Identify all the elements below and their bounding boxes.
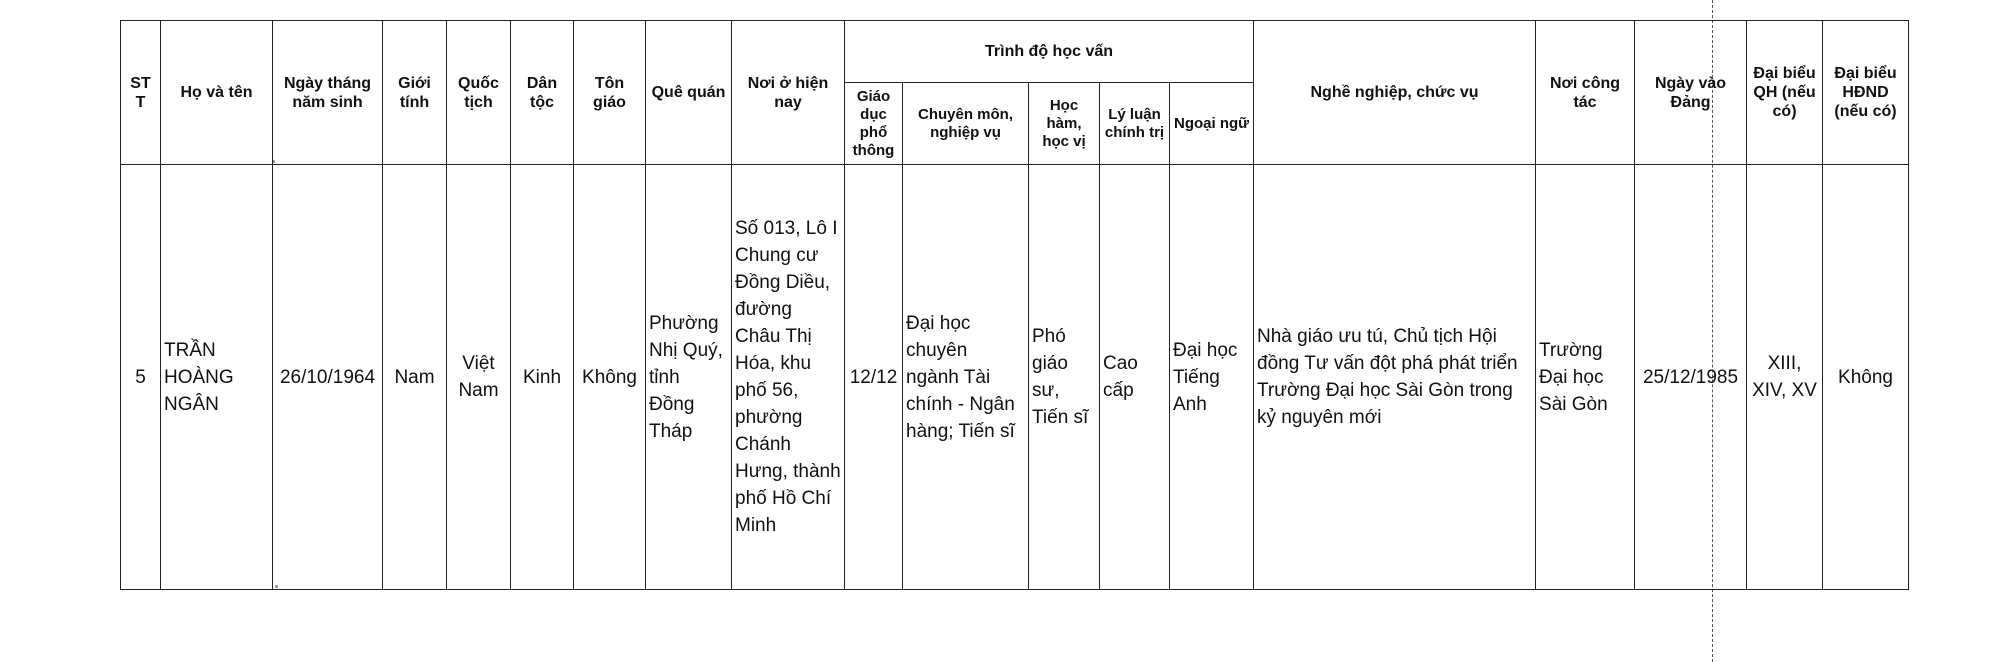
cell-dai-bieu-qh: XIII, XIV, XV xyxy=(1747,165,1823,590)
header-ton-giao: Tôn giáo xyxy=(574,21,646,165)
header-que-quan: Quê quán xyxy=(646,21,732,165)
cell-giao-duc: 12/12 xyxy=(845,165,903,590)
header-noi-cong-tac: Nơi công tác xyxy=(1536,21,1635,165)
header-chuyen-mon: Chuyên môn, nghiệp vụ xyxy=(903,83,1029,165)
cell-gioi-tinh: Nam xyxy=(383,165,447,590)
cell-hoc-ham: Phó giáo sư, Tiến sĩ xyxy=(1029,165,1100,590)
cell-quoc-tich: Việt Nam xyxy=(447,165,511,590)
cell-noi-cong-tac: Trường Đại học Sài Gòn xyxy=(1536,165,1635,590)
cell-chuyen-mon: Đại học chuyên ngành Tài chính - Ngân hàng; Tiến sĩ xyxy=(903,165,1029,590)
cell-noi-o: Số 013, Lô I Chung cư Đồng Diều, đường Châu Thị Hóa, khu phố 56, phường Chánh Hưng, thành phố Hồ Chí Minh xyxy=(732,165,845,590)
cell-stt: 5 xyxy=(121,165,161,590)
header-ngoai-ngu: Ngoại ngữ xyxy=(1170,83,1254,165)
cell-ngay-sinh: 26/10/1964 xyxy=(273,165,383,590)
header-ngay-sinh: Ngày tháng năm sinh xyxy=(273,21,383,165)
header-giao-duc: Giáo dục phổ thông xyxy=(845,83,903,165)
cell-que-quan: Phường Nhị Quý, tỉnh Đồng Tháp xyxy=(646,165,732,590)
table-row xyxy=(121,165,1909,590)
header-hoc-ham: Học hàm, học vị xyxy=(1029,83,1100,165)
header-dan-toc: Dân tộc xyxy=(511,21,574,165)
header-ly-luan: Lý luận chính trị xyxy=(1100,83,1170,165)
cell-ho-ten: TRẦN HOÀNG NGÂN xyxy=(161,165,273,590)
header-stt: ST T xyxy=(121,21,161,165)
cell-ton-giao: Không xyxy=(574,165,646,590)
cell-ngoai-ngu: Đại học Tiếng Anh xyxy=(1170,165,1254,590)
cell-ly-luan: Cao cấp xyxy=(1100,165,1170,590)
cell-dai-bieu-hdnd: Không xyxy=(1823,165,1909,590)
cell-dan-toc: Kinh xyxy=(511,165,574,590)
header-trinh-do: Trình độ học vấn xyxy=(845,21,1254,83)
header-ngay-vao-dang: Ngày vào Đảng xyxy=(1635,21,1747,165)
cell-ngay-vao-dang: 25/12/1985 xyxy=(1635,165,1747,590)
header-nghe-nghiep: Nghề nghiệp, chức vụ xyxy=(1254,21,1536,165)
header-quoc-tich: Quốc tịch xyxy=(447,21,511,165)
header-dai-bieu-hdnd: Đại biểu HĐND (nếu có) xyxy=(1823,21,1909,165)
header-dai-bieu-qh: Đại biểu QH (nếu có) xyxy=(1747,21,1823,165)
candidate-table xyxy=(120,20,1909,590)
header-noi-o: Nơi ở hiện nay xyxy=(732,21,845,165)
cell-nghe-nghiep: Nhà giáo ưu tú, Chủ tịch Hội đồng Tư vấn đột phá phát triển Trường Đại học Sài Gòn trong kỷ nguyên mới xyxy=(1254,165,1536,590)
header-ho-ten: Họ và tên xyxy=(161,21,273,165)
header-row-1 xyxy=(121,21,1909,83)
header-gioi-tinh: Giới tính xyxy=(383,21,447,165)
